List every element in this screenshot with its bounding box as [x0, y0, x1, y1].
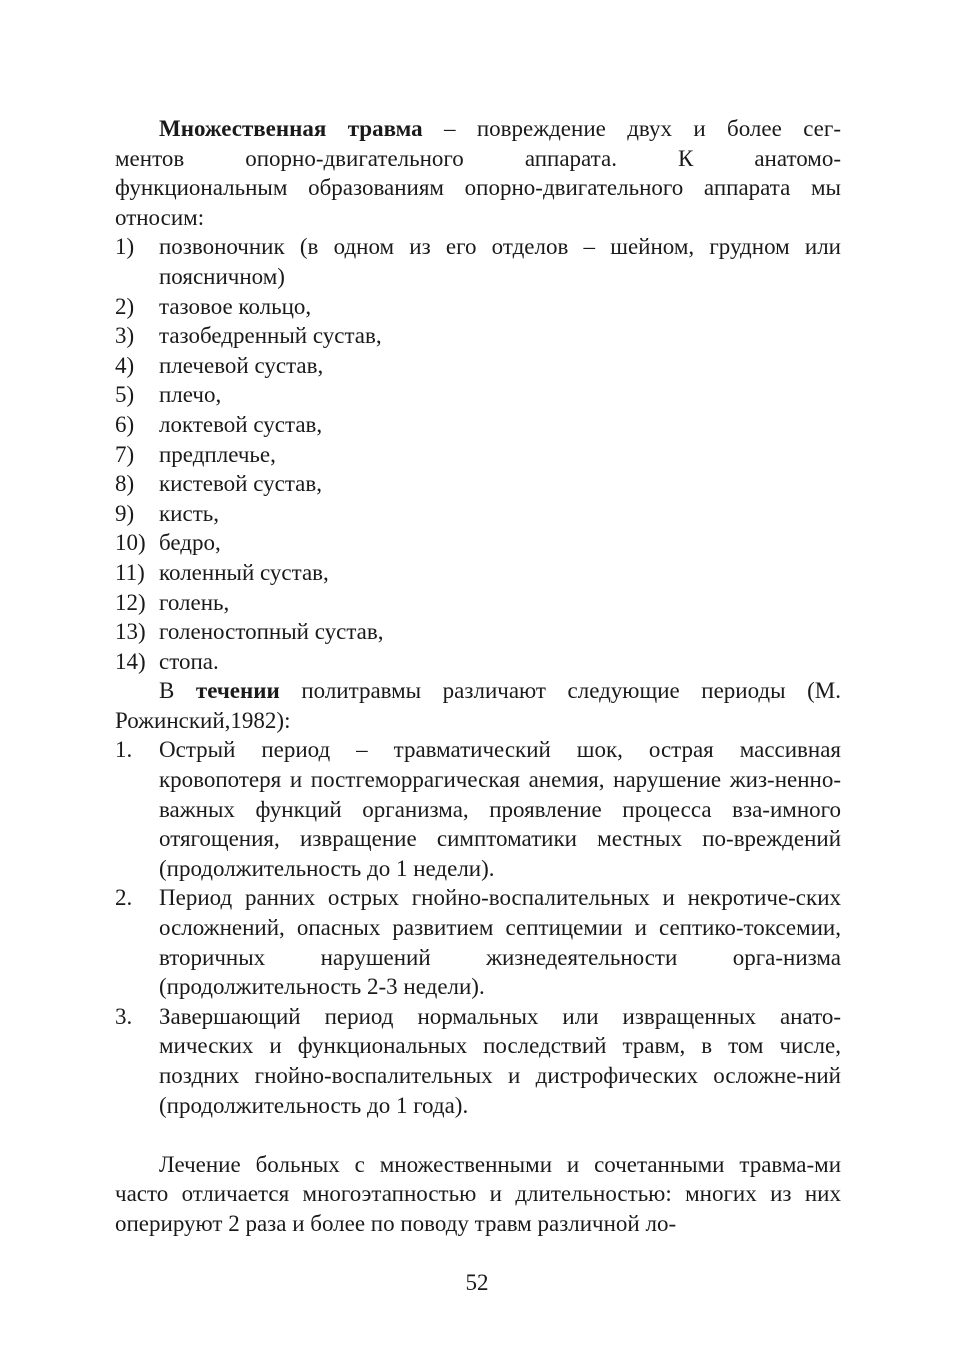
segment-item-text: плечо,: [159, 382, 222, 408]
segment-item-text: позвоночник (в одном из его отделов – шейном, грудном или поясничном): [159, 234, 841, 289]
segment-item-number: 7): [115, 441, 135, 467]
intro-line-1-text: – повреждение двух и более сег-: [422, 116, 841, 141]
segment-item-text: бедро,: [159, 530, 221, 556]
period-item: [115, 735, 841, 883]
segment-item: [115, 321, 841, 351]
segment-item-text: плечевой сустав,: [159, 352, 324, 378]
segment-item: [115, 440, 841, 470]
segment-item-text: предплечье,: [159, 441, 276, 467]
period-item: [115, 883, 841, 1001]
segment-item-number: 11): [115, 559, 145, 585]
segment-item-text: тазобедренный сустав,: [159, 323, 382, 349]
period-item: [115, 1002, 841, 1120]
segment-item-number: 14): [115, 648, 146, 674]
term-multiple-trauma: Множественная травма: [159, 116, 423, 141]
segment-item: [115, 617, 841, 647]
periods-intro-text: политравмы различают следующие периоды (М. Рожинский,1982):: [115, 678, 841, 733]
segment-item-number: 6): [115, 411, 135, 437]
segment-item: [115, 410, 841, 440]
segment-item-number: 1): [115, 234, 135, 260]
segment-item: [115, 292, 841, 322]
page-body: [115, 114, 841, 1239]
segment-item: [115, 588, 841, 618]
segment-item: [115, 647, 841, 677]
intro-rest: функциональным образованиям опорно-двигательного аппарата мы относим:: [115, 175, 841, 230]
segment-item-number: 12): [115, 589, 146, 615]
segment-item: [115, 558, 841, 588]
segment-item-number: 10): [115, 530, 146, 556]
segment-item-number: 3): [115, 323, 135, 349]
segment-item: [115, 528, 841, 558]
segment-item-text: кисть,: [159, 500, 219, 526]
period-item-text: Острый период – травматический шок, острая массивная кровопотеря и постгеморрагическая анемия, нарушение жиз-ненно-важных функций организма, проявление процесса вза-имного отягощения, извращение симптоматики местных по-вреждений (продолжительность до 1 недели).: [159, 737, 841, 881]
period-item-text: Период ранних острых гнойно-воспалительных и некротиче-ских осложнений, опасных развитием септицемии и септико-токсемии, вторичных нарушений жизнедеятельности орга-низма (продолжительность 2-3 недели).: [159, 885, 841, 1000]
period-item-number: 1.: [115, 737, 133, 763]
segment-item-text: голеностопный сустав,: [159, 619, 384, 645]
intro-line-2: ментов опорно-двигательного аппарата. К анатомо-: [115, 145, 841, 171]
segment-item: [115, 351, 841, 381]
segment-item-number: 4): [115, 352, 135, 378]
segment-item-text: стопа.: [159, 648, 219, 674]
segment-item: [115, 232, 841, 291]
segment-item-number: 13): [115, 619, 146, 645]
segment-item-text: тазовое кольцо,: [159, 293, 312, 319]
segment-item-text: кистевой сустав,: [159, 471, 322, 497]
period-item-text: Завершающий период нормальных или извращенных анато-мических и функциональных последствий травм, в том числе, поздних гнойно-воспалительных и дистрофических осложне-ний (продолжительность до 1 года).: [159, 1003, 841, 1118]
segments-list: [115, 232, 841, 676]
periods-intro: [115, 676, 841, 735]
period-item-number: 3.: [115, 1003, 133, 1029]
period-item-number: 2.: [115, 885, 133, 911]
segment-item: [115, 380, 841, 410]
segment-item: [115, 499, 841, 529]
segment-item-text: локтевой сустав,: [159, 411, 323, 437]
segment-item-text: коленный сустав,: [159, 559, 329, 585]
segment-item-text: голень,: [159, 589, 230, 615]
segment-item: [115, 469, 841, 499]
periods-intro-lead: В: [159, 678, 196, 704]
intro-line-1: [115, 114, 841, 144]
paragraph-gap: [115, 1120, 841, 1150]
segment-item-number: 5): [115, 382, 135, 408]
periods-list: [115, 735, 841, 1120]
segment-item-number: 2): [115, 293, 135, 319]
segment-item-number: 8): [115, 471, 135, 497]
page-number: 52: [465, 1270, 489, 1295]
segment-item-number: 9): [115, 500, 135, 526]
treatment-paragraph: Лечение больных с множественными и сочетанными травма-ми часто отличается многоэтапностью и длительностью: многих из них оперируют 2 раза и более по поводу травм различной ло-: [115, 1151, 841, 1236]
term-course: течении: [195, 678, 280, 704]
